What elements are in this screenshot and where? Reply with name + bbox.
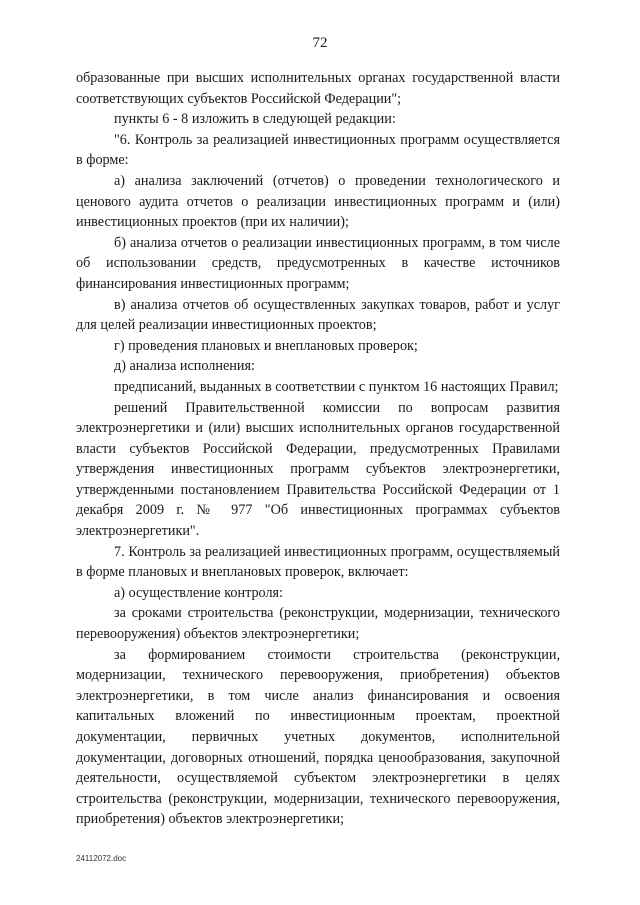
paragraph: г) проведения плановых и внеплановых проверок;	[114, 337, 418, 354]
paragraph: за сроками строительства (реконструкции, модернизации, технического перевооружения) объектов электроэнергетики;	[76, 605, 560, 643]
paragraph: пункты 6 - 8 изложить в следующей редакции:	[114, 111, 396, 128]
paragraph: в) анализа отчетов об осуществленных закупках товаров, работ и услуг для целей реализации инвестиционных проектов;	[76, 296, 560, 334]
paragraph: решений Правительственной комиссии по вопросам развития электроэнергетики и (или) высших исполнительных органов государственной власти субъектов Российской Федерации, предусмотренных Правилами утверждения инвестиционных программ субъектов электроэнергетики, утвержденными постановлением Правительства Российской Федерации от 1 декабря 2009 г. № 977 "Об инвестиционных программах субъектов электроэнергетики".	[76, 399, 560, 540]
paragraph: за формированием стоимости строительства (реконструкции, модернизации, технического перевооружения, приобретения) объектов электроэнергетики, в том числе анализ финансирования и освоения капитальных вложений по инвестиционным проектам, проектной документации, первичных учетных документов, исполнительной документации, договорных отношений, порядка ценообразования, закупочной деятельности, осуществляемой субъектом электроэнергетики в целях строительства (реконструкции, модернизации, технического перевооружения, приобретения) объектов электроэнергетики;	[76, 646, 560, 828]
paragraph: а) анализа заключений (отчетов) о проведении технологического и ценового аудита отчетов о реализации инвестиционных программ и (или) инвестиционных проектов (при их наличии);	[76, 172, 560, 231]
document-body	[76, 68, 560, 830]
paragraph: а) осуществление контроля:	[114, 584, 283, 601]
paragraph: "6. Контроль за реализацией инвестиционных программ осуществляется в форме:	[76, 131, 560, 169]
paragraph: предписаний, выданных в соответствии с пунктом 16 настоящих Правил;	[114, 378, 559, 395]
paragraph: 7. Контроль за реализацией инвестиционных программ, осуществляемый в форме плановых и внеплановых проверок, включает:	[76, 543, 560, 581]
paragraph: б) анализа отчетов о реализации инвестиционных программ, в том числе об использовании средств, предусмотренных в качестве источников финансирования инвестиционных программ;	[76, 234, 560, 292]
paragraph: д) анализа исполнения:	[114, 358, 255, 375]
page-number: 72	[312, 35, 328, 51]
file-name-footer: 24112072.doc	[76, 854, 127, 863]
paragraph: образованные при высших исполнительных органах государственной власти соответствующих субъектов Российской Федерации";	[76, 70, 560, 107]
